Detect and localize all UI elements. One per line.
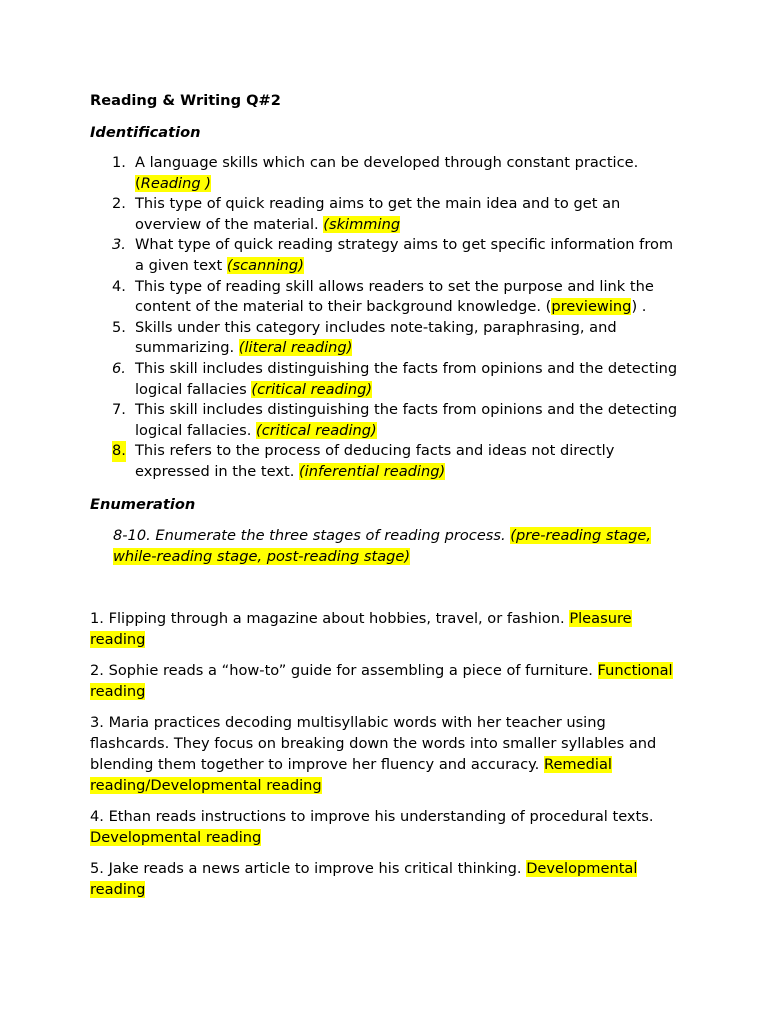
item-number: 6.: [112, 359, 126, 377]
document-page: [90, 90, 680, 900]
scenario-text: 2. Sophie reads a “how-to” guide for assembling a piece of furniture.: [90, 661, 598, 679]
item-number: 8.: [112, 441, 126, 462]
item-answer: (critical reading): [256, 421, 377, 439]
item-text: This skill includes distinguishing the facts from opinions and the detecting logical fallacies.: [135, 401, 678, 439]
list-item: [90, 318, 680, 359]
item-answer: (inferential reading): [298, 462, 446, 480]
list-item: [90, 235, 680, 276]
list-item: [90, 194, 680, 235]
scenario-answer: Developmental reading: [90, 859, 638, 898]
item-answer: previewing: [551, 298, 632, 316]
scenario-answer: Developmental reading: [90, 828, 262, 846]
item-number: 3.: [112, 236, 126, 254]
enumeration-heading: Enumeration: [90, 495, 196, 513]
item-text: What type of quick reading strategy aims to get specific information from a given text: [135, 236, 674, 274]
scenario-text: 5. Jake reads a news article to improve his critical thinking.: [90, 859, 527, 877]
item-answer: (critical reading): [251, 380, 373, 398]
list-item: [90, 153, 680, 194]
scenario-list: [90, 608, 680, 900]
scenario-text: 1. Flipping through a magazine about hobbies, travel, or fashion.: [90, 609, 570, 627]
item-number: 1.: [112, 154, 126, 171]
item-answer: (Reading ): [135, 174, 211, 192]
list-item: [90, 359, 680, 400]
list-item: [90, 441, 680, 482]
item-answer-italic: Reading ): [140, 174, 211, 192]
list-item: [90, 277, 680, 318]
scenario-item: [90, 806, 680, 848]
item-answer: (literal reading): [238, 339, 353, 357]
scenario-item: [90, 608, 680, 650]
enumeration-answer: (pre-reading stage, while-reading stage, post-reading stage): [113, 526, 652, 565]
item-text: This type of quick reading aims to get the main idea and to get an overview of the material.: [135, 195, 621, 233]
item-text: This refers to the process of deducing facts and ideas not directly expressed in the text.: [135, 442, 615, 480]
scenario-item: [90, 712, 680, 796]
scenario-text: 3. Maria practices decoding multisyllabic words with her teacher using flashcards. They focus on breaking down the words into smaller syllables and blending them together to improve her fluency and accuracy.: [90, 713, 657, 773]
item-text: A language skills which can be developed through constant practice.: [135, 154, 639, 171]
list-item: [90, 400, 680, 441]
enumeration-question-text: 8-10. Enumerate the three stages of reading process.: [113, 526, 511, 544]
item-number: 7.: [112, 401, 126, 419]
item-text: Skills under this category includes note-taking, paraphrasing, and summarizing.: [135, 318, 617, 357]
scenario-item: [90, 660, 680, 702]
identification-list: [90, 153, 680, 483]
enumeration-question: [113, 525, 680, 567]
scenario-answer: Functional reading: [90, 661, 673, 700]
identification-heading: Identification: [90, 124, 201, 141]
item-text: This type of reading skill allows readers to set the purpose and link the content of the material to their background knowledge. (: [135, 277, 654, 316]
document-title: Reading & Writing Q#2: [90, 92, 281, 109]
item-number: 2.: [112, 195, 126, 213]
item-text-after: ) .: [631, 298, 647, 316]
scenario-text: 4. Ethan reads instructions to improve his understanding of procedural texts.: [90, 807, 654, 825]
scenario-answer: Remedial reading/Developmental reading: [90, 755, 612, 794]
item-answer: (skimming: [323, 215, 401, 233]
scenario-item: [90, 858, 680, 900]
item-number: 5.: [112, 318, 126, 336]
item-text: This skill includes distinguishing the facts from opinions and the detecting logical fallacies: [135, 359, 678, 398]
item-number: 4.: [112, 277, 126, 295]
scenario-answer: Pleasure reading: [90, 609, 632, 648]
item-answer: (scanning): [226, 256, 304, 274]
